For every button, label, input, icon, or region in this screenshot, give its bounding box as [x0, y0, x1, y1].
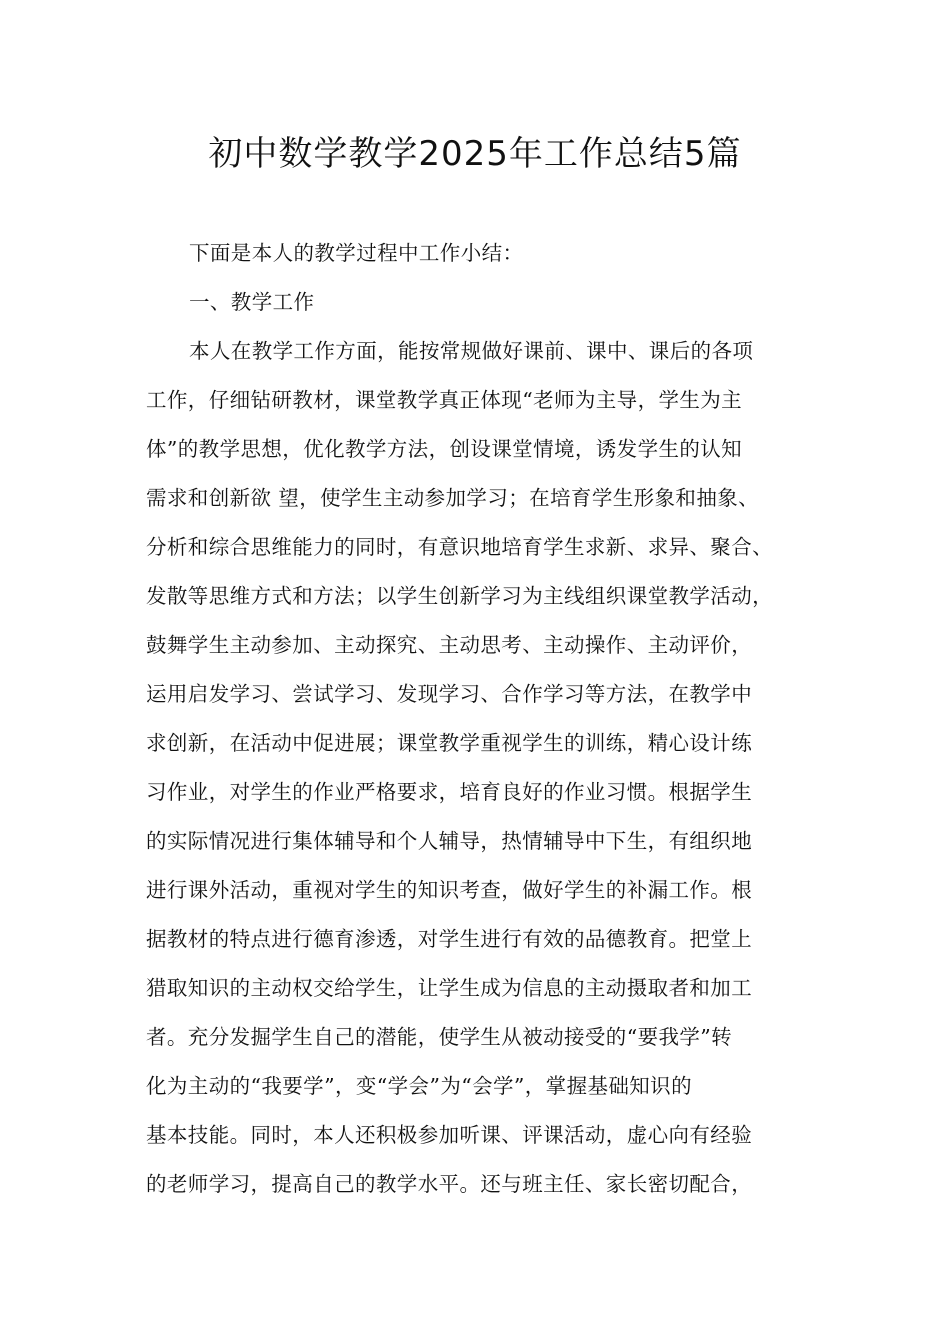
paragraph-line: 需求和创新欲 望，使学生主动参加学习；在培育学生形象和抽象、	[146, 486, 760, 510]
paragraph-line: 运用启发学习、尝试学习、发现学习、合作学习等方法，在教学中	[146, 682, 753, 706]
intro-line: 下面是本人的教学过程中工作小结：	[189, 241, 524, 265]
paragraph-line: 化为主动的“我要学”，变“学会”为“会学”，掌握基础知识的	[146, 1074, 692, 1098]
paragraph-line: 求创新，在活动中促进展；课堂教学重视学生的训练，精心设计练	[146, 731, 753, 755]
paragraph-line: 工作，仔细钻研教材，课堂教学真正体现“老师为主导，学生为主	[146, 388, 743, 412]
document-body	[146, 232, 816, 1212]
paragraph-line: 体”的教学思想，优化教学方法，创设课堂情境，诱发学生的认知	[146, 437, 743, 461]
paragraph-line: 基本技能。同时，本人还积极参加听课、评课活动，虚心向有经验	[146, 1123, 753, 1147]
paragraph-line: 进行课外活动，重视对学生的知识考查，做好学生的补漏工作。根	[146, 878, 753, 902]
paragraph-line: 本人在教学工作方面，能按常规做好课前、课中、课后的各项	[189, 339, 754, 363]
document-title: 初中数学教学2025年工作总结5篇	[208, 134, 742, 174]
paragraph-line: 的老师学习，提高自己的教学水平。还与班主任、家长密切配合，	[146, 1172, 753, 1196]
paragraph-line: 发散等思维方式和方法；以学生创新学习为主线组织课堂教学活动，	[146, 584, 773, 608]
paragraph-line: 习作业，对学生的作业严格要求，培育良好的作业习惯。根据学生	[146, 780, 753, 804]
paragraph-line: 据教材的特点进行德育渗透，对学生进行有效的品德教育。把堂上	[146, 927, 753, 951]
paragraph-line: 者。充分发掘学生自己的潜能，使学生从被动接受的“要我学”转	[146, 1025, 733, 1049]
paragraph-line: 分析和综合思维能力的同时，有意识地培育学生求新、求异、聚合、	[146, 535, 773, 559]
paragraph-line: 的实际情况进行集体辅导和个人辅导，热情辅导中下生，有组织地	[146, 829, 753, 853]
paragraph-line: 猎取知识的主动权交给学生，让学生成为信息的主动摄取者和加工	[146, 976, 753, 1000]
paragraph-line: 鼓舞学生主动参加、主动探究、主动思考、主动操作、主动评价，	[146, 633, 753, 657]
section-heading: 一、教学工作	[189, 290, 315, 314]
